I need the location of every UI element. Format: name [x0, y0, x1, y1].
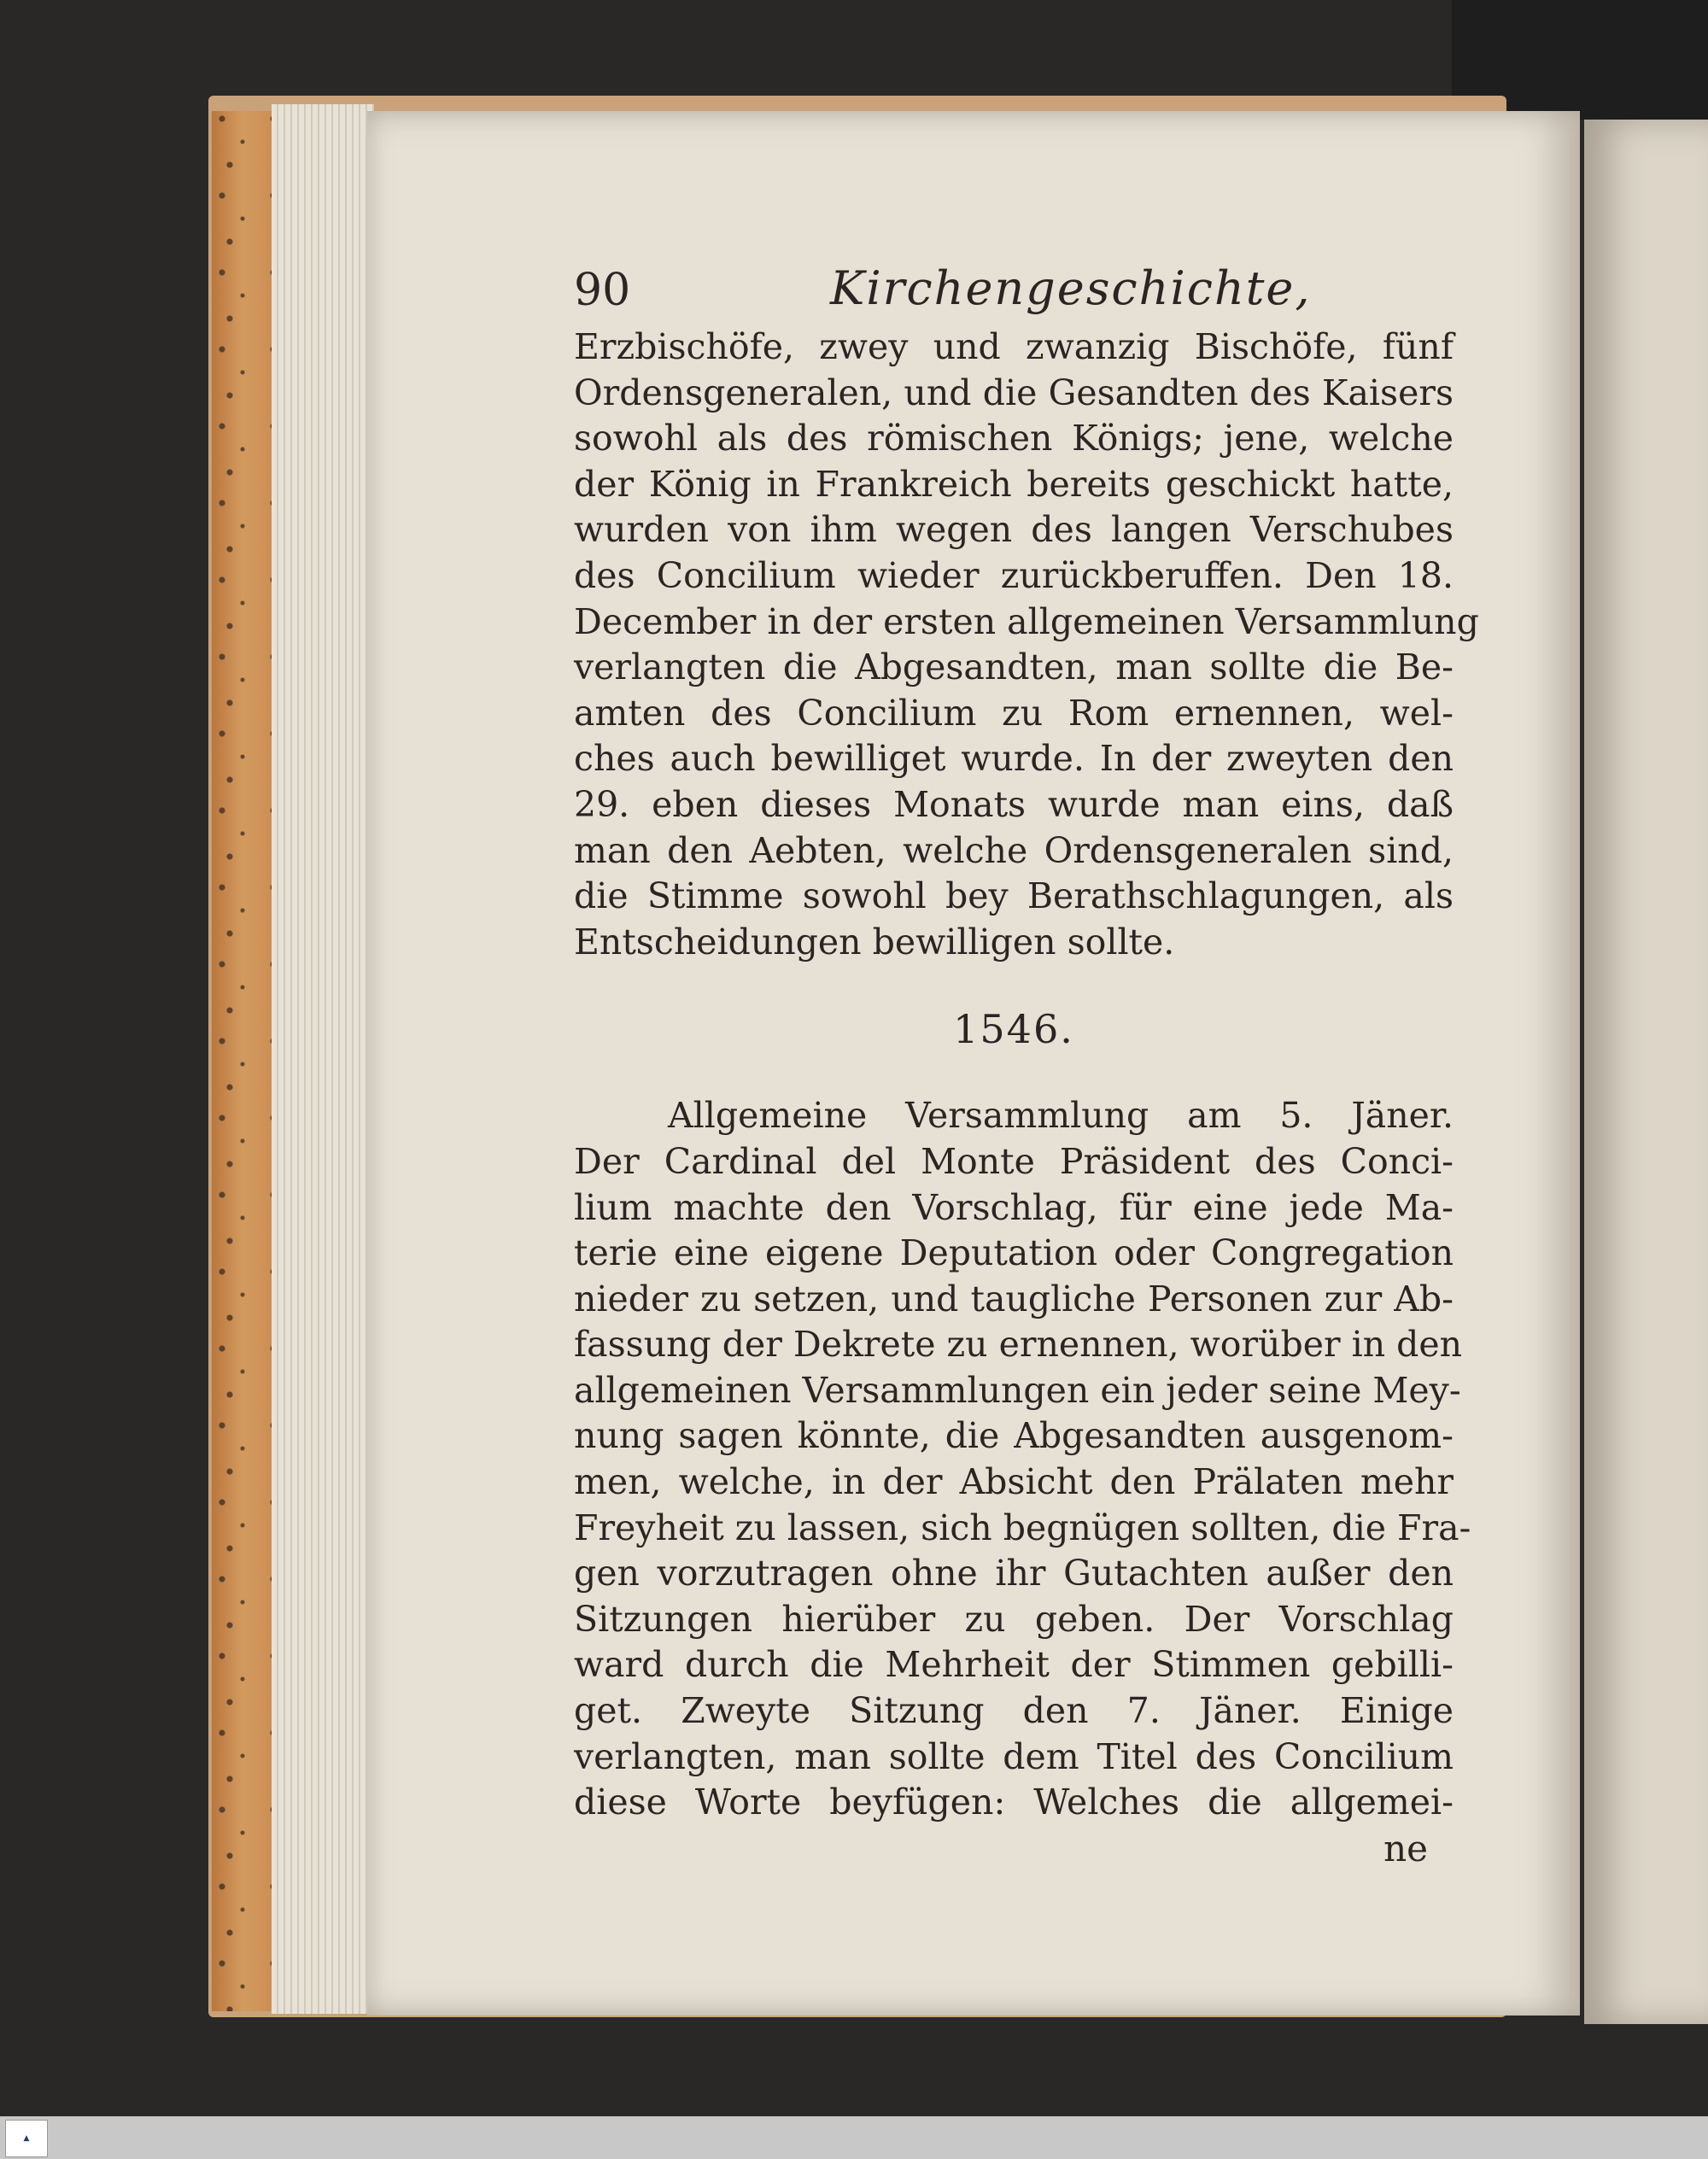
page-stack	[272, 104, 374, 2014]
text-line: Der Cardinal del Monte Präsident des Conci-	[574, 1140, 1454, 1182]
text-line: wurden von ihm wegen des langen Verschubes	[574, 509, 1454, 551]
text-line: Ordensgeneralen, und die Gesandten des Kaisers	[574, 372, 1454, 413]
text-line: December in der ersten allgemeinen Versammlung	[574, 600, 1479, 642]
text-line: Entscheidungen bewilligen sollte.	[574, 921, 1175, 962]
text-line: Allgemeine Versammlung am 5. Jäner.	[668, 1095, 1454, 1137]
text-line: sowohl als des römischen Königs; jene, welche	[574, 418, 1454, 459]
text-line: der König in Frankreich bereits geschickt hatte,	[574, 463, 1454, 505]
text-line: allgemeinen Versammlungen ein jeder seine Mey-	[574, 1369, 1461, 1411]
text-line: verlangten, man sollte dem Titel des Concilium	[574, 1735, 1454, 1777]
text-line: men, welche, in der Absicht den Prälaten mehr	[574, 1461, 1454, 1503]
text-line: Sitzungen hierüber zu geben. Der Vorschlag	[574, 1598, 1454, 1640]
paragraph-1	[574, 325, 1479, 965]
text-line: lium machte den Vorschlag, für eine jede Ma-	[574, 1186, 1454, 1228]
viewer-footer-bar	[0, 2116, 1708, 2159]
text-line: Freyheit zu lassen, sich begnügen sollten, die Fra-	[574, 1507, 1471, 1548]
facing-page	[1584, 120, 1708, 2024]
text-line: diese Worte beyfügen: Welches die allgemei-	[574, 1782, 1454, 1823]
text-line: man den Aebten, welche Ordensgeneralen sind,	[574, 829, 1454, 871]
year-heading: 1546.	[953, 1006, 1074, 1053]
text-line: ward durch die Mehrheit der Stimmen gebilli-	[574, 1644, 1454, 1686]
text-line: nung sagen könnte, die Abgesandten ausgenom-	[574, 1415, 1454, 1457]
text-line: gen vorzutragen ohne ihr Gutachten außer den	[574, 1553, 1454, 1594]
book-edge-marbled	[212, 111, 280, 2011]
text-line: terie eine eigene Deputation oder Congregation	[574, 1232, 1454, 1274]
paragraph-2	[574, 1093, 1471, 1826]
text-line: get. Zweyte Sitzung den 7. Jäner. Einige	[574, 1690, 1454, 1732]
text-line: nieder zu setzen, und taugliche Personen zur Ab-	[574, 1278, 1454, 1319]
text-line: fassung der Dekrete zu ernennen, worüber in den	[574, 1324, 1463, 1366]
text-line: verlangten die Abgesandten, man sollte die Be-	[574, 647, 1454, 688]
running-title: Kirchengeschichte,	[830, 261, 1312, 315]
text-line: amten des Concilium zu Rom ernennen, wel-	[574, 692, 1454, 734]
catchword: ne	[1383, 1827, 1428, 1869]
text-line: 29. eben dieses Monats wurde man eins, daß	[574, 783, 1454, 825]
text-line: Erzbischöfe, zwey und zwanzig Bischöfe, fünf	[574, 326, 1454, 367]
text-line: des Concilium wieder zurückberuffen. Den 18.	[574, 554, 1454, 596]
text-line: die Stimme sowohl bey Berathschlagungen, als	[574, 875, 1454, 917]
page-number: 90	[574, 265, 631, 316]
page-header	[574, 256, 1454, 325]
text-line: ches auch bewilliget wurde. In der zweyten den	[574, 738, 1454, 780]
library-logo-icon[interactable]: ▲	[5, 2120, 48, 2157]
page-text	[574, 256, 1479, 1869]
